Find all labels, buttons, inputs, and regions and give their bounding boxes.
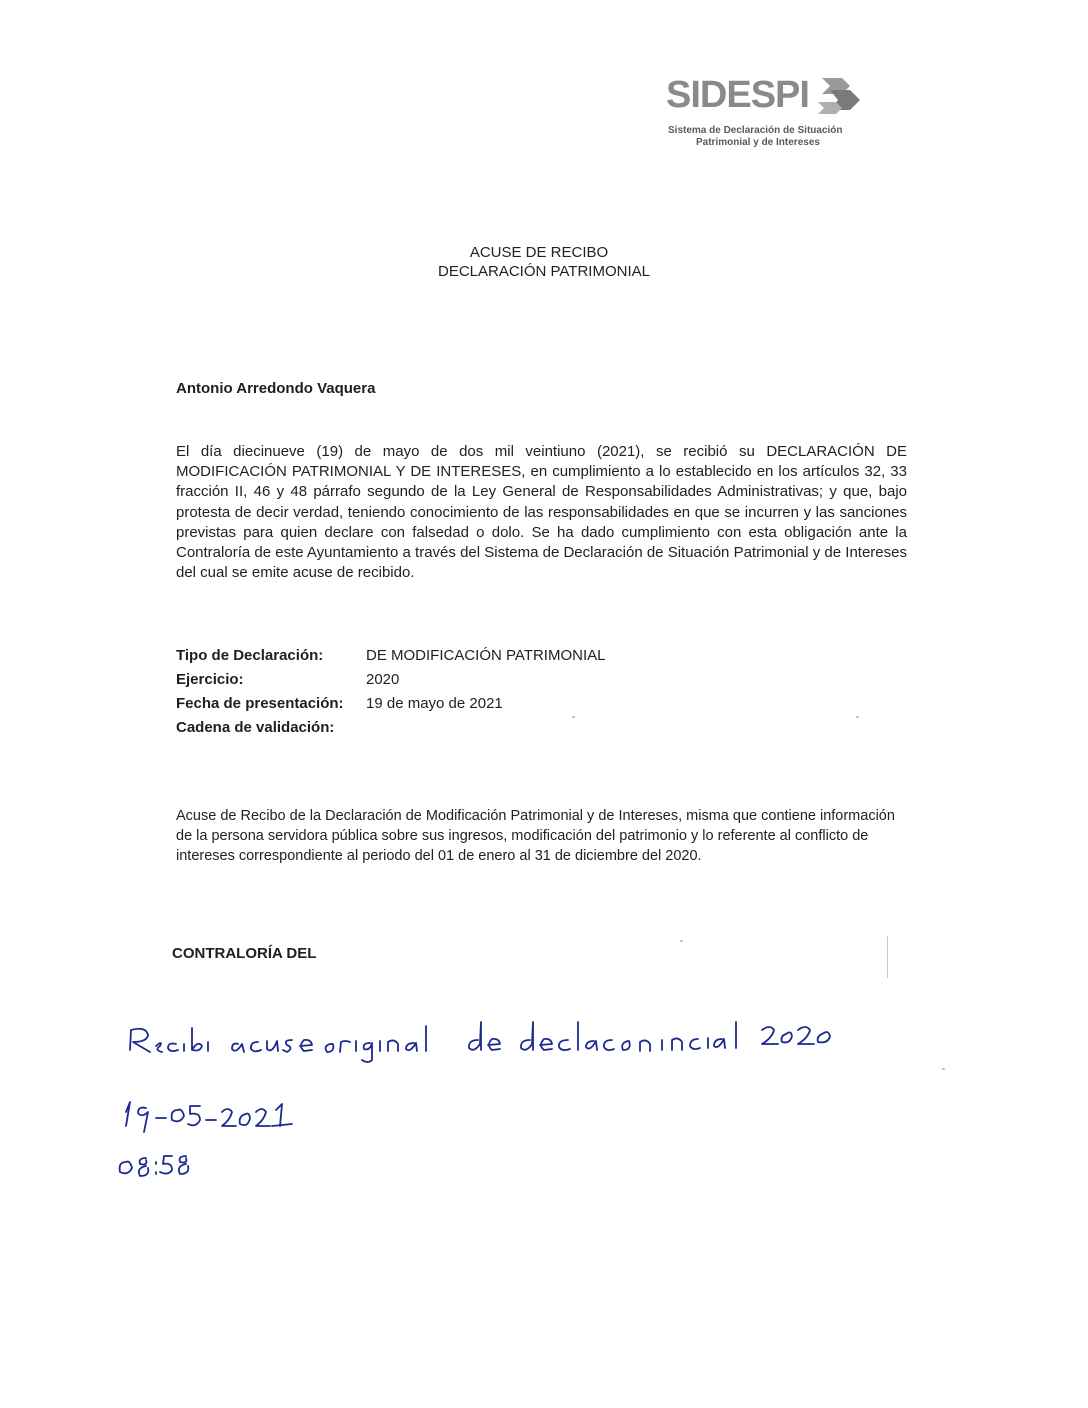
signature-block: CONTRALORÍA DEL (172, 945, 317, 962)
document-title-line2: DECLARACIÓN PATRIMONIAL (438, 263, 650, 280)
cadena-validacion-label: Cadena de validación: (176, 719, 335, 736)
fecha-presentacion-value: 19 de mayo de 2021 (366, 695, 503, 712)
fecha-presentacion-label: Fecha de presentación: (176, 695, 344, 712)
recipient-name: Antonio Arredondo Vaquera (176, 380, 376, 397)
footer-paragraph: Acuse de Recibo de la Declaración de Modificación Patrimonial y de Intereses, misma que contiene información de la persona servidora pública sobre sus ingresos, modificación del patrimonio y lo referente al conflicto de intereses correspondiente al periodo del 01 de enero al 31 de diciembre del 2020. (176, 808, 895, 864)
logo-subtitle-1: Sistema de Declaración de Situación (668, 125, 843, 136)
logo-wordmark: SIDESPI (666, 74, 809, 116)
document-title-line1: ACUSE DE RECIBO (469, 244, 609, 261)
tipo-declaracion-label: Tipo de Declaración: (176, 647, 324, 664)
tipo-declaracion-value: DE MODIFICACIÓN PATRIMONIAL (366, 647, 606, 664)
ejercicio-label: Ejercicio: (176, 671, 244, 688)
ejercicio-value: 2020 (366, 671, 400, 688)
body-paragraph: El día diecinueve (19) de mayo de dos mil veintiuno (2021), se recibió su DECLARACIÓN DE MODIFICACIÓN PATRIMONIAL Y DE INTERESES, en cumplimiento a lo establecido en los artículos 32, 33 fracción II, 46 y 48 párrafo segundo de la Ley General de Responsabilidades Administrativas; y que, bajo protesta de decir verdad, teniendo conocimiento de las responsabilidades en que se incurren y las sanciones previstas para quien declare con falsedad o dolo. Se ha dado cumplimiento con esta obligación ante la Contraloría de este Ayuntamiento a través del Sistema de Declaración de Situación Patrimonial y de Intereses del cual se emite acuse de recibido. (176, 443, 907, 582)
logo-subtitle-2: Patrimonial y de Intereses (696, 137, 820, 148)
